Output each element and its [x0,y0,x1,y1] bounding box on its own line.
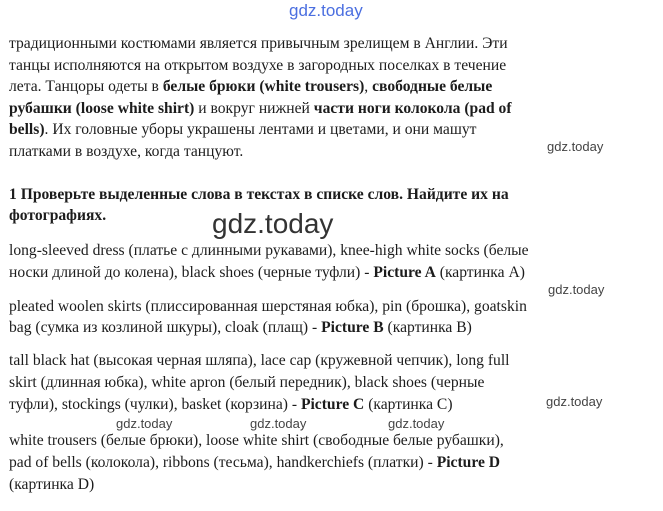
term-pad-of-bells: bells) [9,121,45,138]
term-white-trousers: белые брюки (white trousers) [162,78,365,95]
item-text: bag (сумка из козлиной шкуры), cloak (плащ) - [9,319,322,336]
intro-line-4 [9,98,512,120]
term-loose-white-shirt: свободные белые [372,78,493,95]
picture-a-line-1: long-sleeved dress (платье с длинными рукавами), knee-high white socks (белые [9,242,529,259]
item-text: (картинка С) [364,396,453,413]
intro-text: , [364,78,373,95]
picture-b-line-2 [9,317,472,339]
watermark-top: gdz.today [289,1,363,20]
picture-a-label: Picture A [373,264,436,281]
intro-line-3 [9,76,492,98]
intro-line-5 [9,119,476,141]
item-text: носки длиной до колена), black shoes (черные туфли) - [9,264,374,281]
term-loose-white-shirt: рубашки (loose white shirt) [9,100,195,117]
item-text: (картинка А) [435,264,525,281]
intro-line-2: танцы исполняются на открытом воздухе в загородных поселках в течение [9,57,507,74]
picture-c-line-2: skirt (длинная юбка), white apron (белый передник), black shoes (черные [9,374,485,391]
term-pad-of-bells: части ноги колокола (pad of [313,100,512,117]
intro-line-6: платками в воздухе, когда танцуют. [9,143,244,160]
watermark-small: gdz.today [547,139,604,154]
picture-a-line-2 [9,262,525,284]
watermark-small: gdz.today [546,394,603,409]
intro-text: . Их головные уборы украшены лентами и цветами, и они машут [44,121,477,138]
item-text: pad of bells (колокола), ribbons (тесьма), handkerchiefs (платки) - [9,454,437,471]
picture-c-line-3 [9,394,453,416]
picture-b-line-1: pleated woolen skirts (плиссированная шерстяная юбка), pin (брошка), goatskin [9,298,527,315]
picture-d-line-2 [9,452,500,474]
intro-text: лета. Танцоры одеты в [9,78,163,95]
picture-d-line-3: (картинка D) [9,476,95,493]
intro-text: и вокруг нижней [194,100,314,117]
watermark-small: gdz.today [116,416,173,431]
task-heading-line-2: фотографиях. [9,207,107,224]
item-text: (картинка B) [383,319,472,336]
watermark-big: gdz.today [212,208,334,239]
task-heading-line-1: 1 Проверьте выделенные слова в текстах в списке слов. Найдите их на [9,186,509,203]
picture-d-label: Picture D [436,454,501,471]
item-text: туфли), stockings (чулки), basket (корзина) - [9,396,301,413]
picture-b-label: Picture B [321,319,384,336]
picture-d-line-1: white trousers (белые брюки), loose white shirt (свободные белые рубашки), [9,432,504,449]
watermark-small: gdz.today [548,282,605,297]
watermark-small: gdz.today [250,416,307,431]
picture-c-label: Picture C [300,396,365,413]
intro-line-1: традиционными костюмами является привычным зрелищем в Англии. Эти [9,35,508,52]
watermark-small: gdz.today [388,416,445,431]
picture-c-line-1: tall black hat (высокая черная шляпа), lace cap (кружевной чепчик), long full [9,352,510,369]
